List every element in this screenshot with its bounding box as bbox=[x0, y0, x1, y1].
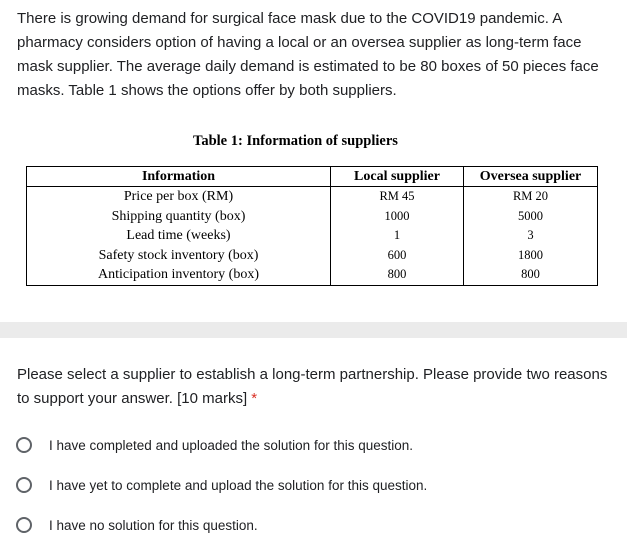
section-divider bbox=[0, 322, 627, 338]
question-text: Please select a supplier to establish a long-term partnership. Please provide two reasons to support your answer. [10 marks] bbox=[17, 366, 608, 407]
question-card bbox=[0, 338, 627, 555]
row-label: Anticipation inventory (box) bbox=[27, 265, 331, 285]
local-value: 600 bbox=[331, 246, 464, 266]
table-row bbox=[27, 246, 598, 266]
local-value: 1 bbox=[331, 226, 464, 246]
oversea-value: 3 bbox=[464, 226, 598, 246]
option-label: I have no solution for this question. bbox=[49, 517, 258, 533]
row-label: Price per box (RM) bbox=[27, 187, 331, 207]
oversea-value: 5000 bbox=[464, 207, 598, 227]
option-yet-to-complete[interactable] bbox=[16, 473, 427, 497]
radio-button[interactable] bbox=[16, 437, 32, 453]
option-no-solution[interactable] bbox=[16, 513, 258, 537]
header-information: Information bbox=[27, 167, 331, 187]
radio-button[interactable] bbox=[16, 517, 32, 533]
local-value: RM 45 bbox=[331, 187, 464, 207]
row-label: Safety stock inventory (box) bbox=[27, 246, 331, 266]
local-value: 1000 bbox=[331, 207, 464, 227]
intro-text: There is growing demand for surgical face mask due to the COVID19 pandemic. A pharmacy considers option of having a local or an oversea supplier as long-term face mask supplier. The average daily demand is estimated to be 80 boxes of 50 pieces face masks. Table 1 shows the options offer by both suppliers. bbox=[17, 10, 599, 99]
header-local-supplier: Local supplier bbox=[331, 167, 464, 187]
oversea-value: 800 bbox=[464, 265, 598, 285]
table-caption: Table 1: Information of suppliers bbox=[193, 133, 398, 149]
table-row bbox=[27, 265, 598, 285]
table-header-row bbox=[27, 167, 598, 187]
option-label: I have yet to complete and upload the solution for this question. bbox=[49, 477, 428, 493]
table-row bbox=[27, 226, 598, 246]
supplier-info-table bbox=[26, 166, 598, 286]
question-title bbox=[17, 363, 613, 411]
table-row bbox=[27, 187, 598, 207]
table-row bbox=[27, 207, 598, 227]
oversea-value: 1800 bbox=[464, 246, 598, 266]
local-value: 800 bbox=[331, 265, 464, 285]
radio-button[interactable] bbox=[16, 477, 32, 493]
option-completed[interactable] bbox=[16, 433, 413, 457]
row-label: Lead time (weeks) bbox=[27, 226, 331, 246]
row-label: Shipping quantity (box) bbox=[27, 207, 331, 227]
header-oversea-supplier: Oversea supplier bbox=[464, 167, 598, 187]
oversea-value: RM 20 bbox=[464, 187, 598, 207]
required-asterisk: * bbox=[251, 390, 258, 407]
option-label: I have completed and uploaded the solution for this question. bbox=[49, 437, 413, 453]
